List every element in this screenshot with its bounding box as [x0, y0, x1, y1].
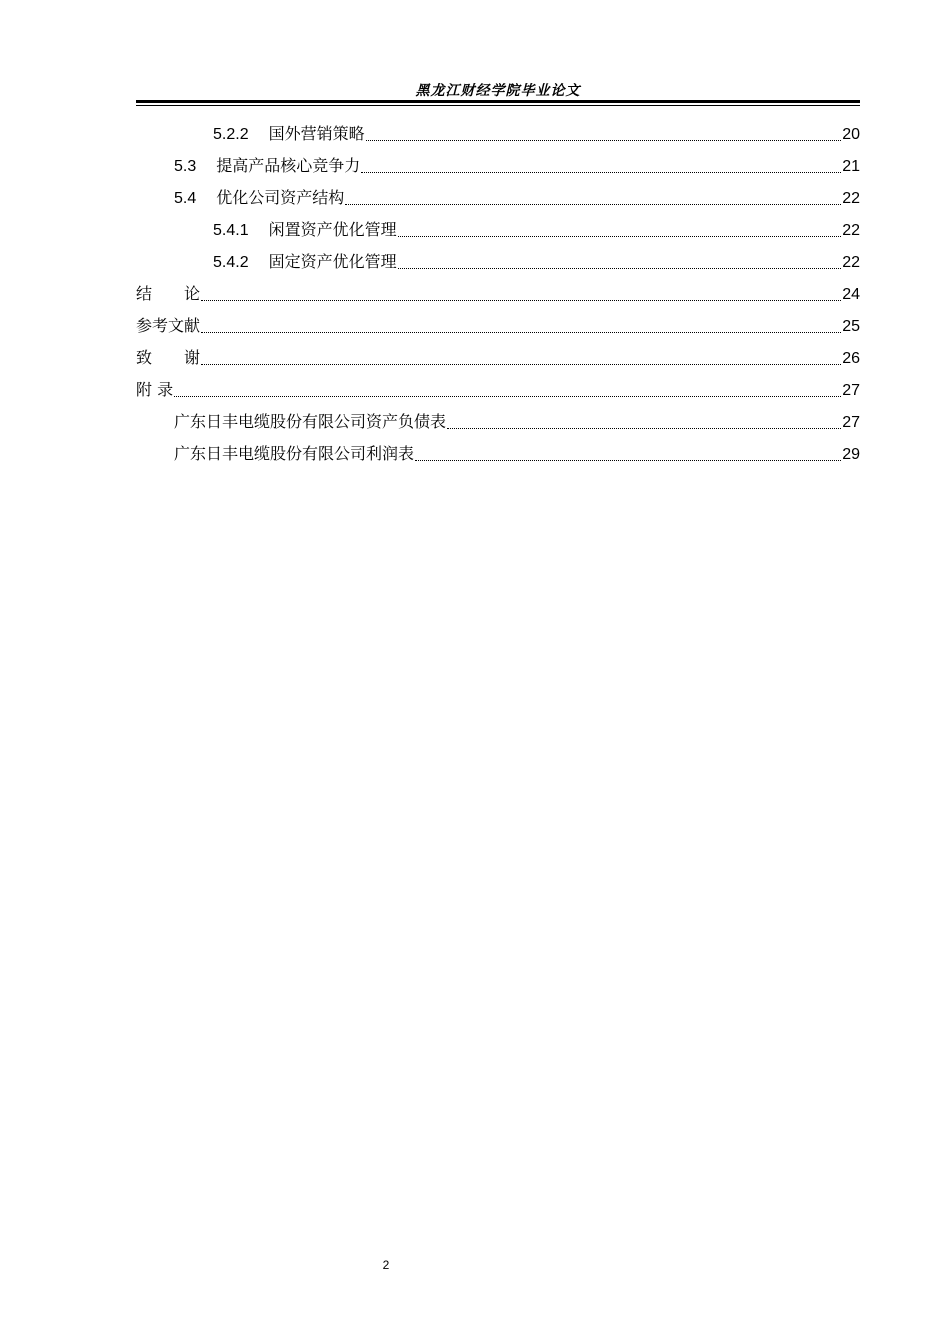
toc-entry-page: 29	[842, 446, 860, 463]
toc-entry[interactable]	[136, 118, 860, 150]
toc-entry-number: 5.4.1	[213, 222, 249, 239]
toc-entry-page: 22	[842, 222, 860, 239]
toc-entry-page: 22	[842, 190, 860, 207]
toc-entry-page: 21	[842, 158, 860, 175]
toc-entry[interactable]	[136, 150, 860, 182]
toc-dot-leader	[366, 139, 842, 141]
toc-dot-leader	[201, 299, 841, 301]
toc-entry-title: 闲置资产优化管理	[268, 220, 397, 239]
toc-entry[interactable]	[136, 278, 860, 310]
toc-entry-title: 附 录	[136, 380, 174, 399]
header-rule-thick	[136, 100, 860, 103]
toc-entry-page: 24	[842, 286, 860, 303]
toc-dot-leader	[345, 203, 841, 205]
toc-entry-page: 25	[842, 318, 860, 335]
toc-entry-number: 5.4.2	[213, 254, 249, 271]
toc-dot-leader	[361, 171, 841, 173]
toc-entry-number: 5.4	[174, 190, 197, 207]
toc-entry[interactable]	[136, 214, 860, 246]
toc-entry-title: 提高产品核心竞争力	[216, 156, 361, 175]
toc-entry[interactable]	[136, 342, 860, 374]
toc-entry[interactable]	[136, 406, 860, 438]
toc-entry-title: 广东日丰电缆股份有限公司利润表	[174, 444, 415, 463]
toc-dot-leader	[415, 459, 841, 461]
toc-entry-title: 致 谢	[136, 348, 201, 367]
toc-entry-page: 20	[842, 126, 860, 143]
toc-dot-leader	[201, 363, 841, 365]
table-of-contents	[136, 118, 860, 470]
toc-dot-leader	[398, 267, 842, 269]
toc-entry[interactable]	[136, 246, 860, 278]
toc-entry-title: 国外营销策略	[268, 124, 365, 143]
toc-entry[interactable]	[136, 182, 860, 214]
toc-dot-leader	[447, 427, 841, 429]
toc-entry-page: 27	[842, 382, 860, 399]
toc-entry-title: 结 论	[136, 284, 201, 303]
toc-dot-leader	[174, 395, 841, 397]
page-number: 2	[382, 1258, 390, 1272]
toc-dot-leader	[201, 331, 841, 333]
toc-entry-title: 优化公司资产结构	[216, 188, 345, 207]
toc-entry-title: 参考文献	[136, 316, 201, 335]
header-title: 黑龙江财经学院毕业论文	[415, 83, 581, 99]
toc-entry-number: 5.3	[174, 158, 197, 175]
toc-entry-title: 广东日丰电缆股份有限公司资产负债表	[174, 412, 447, 431]
toc-entry-page: 22	[842, 254, 860, 271]
toc-entry-number: 5.2.2	[213, 126, 249, 143]
toc-entry-page: 27	[842, 414, 860, 431]
header-rule-thin	[136, 105, 860, 106]
toc-entry[interactable]	[136, 310, 860, 342]
toc-entry-title: 固定资产优化管理	[268, 252, 397, 271]
toc-entry-page: 26	[842, 350, 860, 367]
toc-dot-leader	[398, 235, 842, 237]
toc-entry[interactable]	[136, 374, 860, 406]
toc-entry[interactable]	[136, 438, 860, 470]
